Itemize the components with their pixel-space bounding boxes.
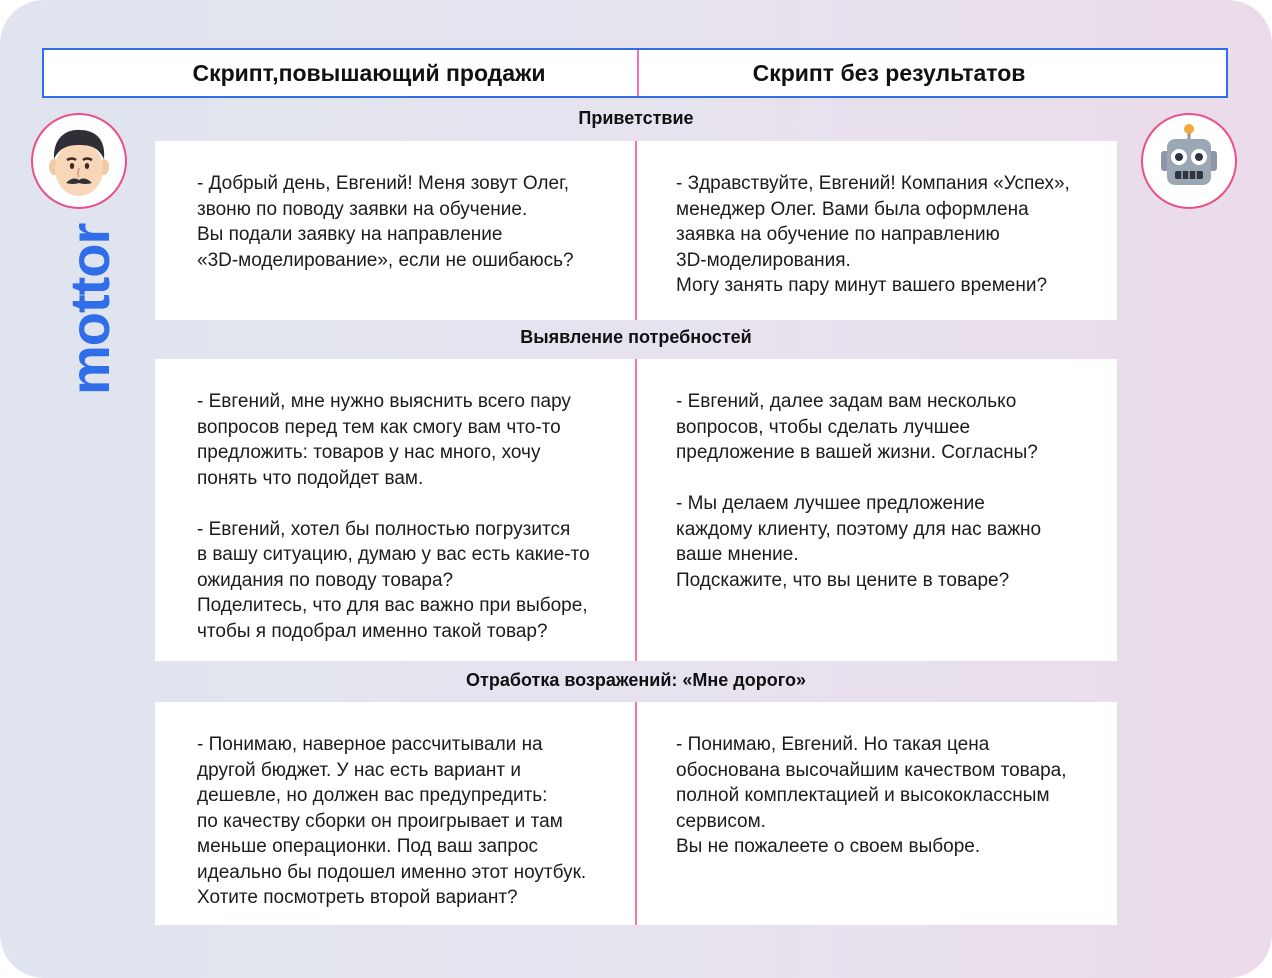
bad-script-needs: - Евгений, далее задам вам несколько вопросов, чтобы сделать лучшее предложение в вашей жизни. Согласны? - Мы делаем лучшее предложение каждому клиенту, поэтому для нас важно ваше мнение. Подскажите, что вы цените в товаре? xyxy=(676,391,1042,591)
man-with-mustache-icon xyxy=(31,113,127,209)
robot-icon xyxy=(1141,113,1237,209)
header-left-title: Скрипт,повышающий продажи xyxy=(192,60,546,86)
robot-face-icon xyxy=(1143,115,1235,207)
column-divider xyxy=(635,141,637,320)
bad-script-objection: - Понимаю, Евгений. Но такая цена обоснована высочайшим качеством товара, полной комплектацией и высококлассным сервисом. Вы не пожалеете о своем выборе. xyxy=(676,734,1067,857)
section-panel-greeting xyxy=(155,141,1117,320)
column-divider xyxy=(635,702,637,925)
man-face-icon xyxy=(33,115,125,207)
section-title-objection: Отработка возражений: «Мне дорого» xyxy=(466,670,806,690)
header-divider xyxy=(637,50,639,96)
comparison-header xyxy=(42,48,1228,98)
brand-logo: mottor xyxy=(58,223,121,395)
good-script-objection: - Понимаю, наверное рассчитывали на другой бюджет. У нас есть вариант и дешевле, но должен вас предупредить: по качеству сборки он проигрывает и там меньше операционки. Под ваш запрос идеально бы подошел именно этот ноутбук. Хотите посмотреть второй вариант? xyxy=(197,734,587,908)
section-title-needs: Выявление потребностей xyxy=(520,327,752,347)
section-panel-objection xyxy=(155,702,1117,925)
good-script-greeting: - Добрый день, Евгений! Меня зовут Олег, звоню по поводу заявки на обучение. Вы подали заявку на направление «3D-моделирование», если не ошибаюсь? xyxy=(197,173,574,271)
section-title-greeting: Приветствие xyxy=(578,108,694,128)
good-script-needs: - Евгений, мне нужно выяснить всего пару вопросов перед тем как смогу вам что-то предложить: товаров у нас много, хочу понять что подойдет вам. - Евгений, хотел бы полностью погрузится в вашу ситуацию, думаю у вас есть какие-то ожидания по поводу товара? Поделитесь, что для вас важно при выборе, чтобы я подобрал именно такой товар? xyxy=(197,391,590,642)
header-right-title: Скрипт без результатов xyxy=(752,60,1026,86)
section-panel-needs xyxy=(155,359,1117,661)
column-divider xyxy=(635,359,637,661)
bad-script-greeting: - Здравствуйте, Евгений! Компания «Успех», менеджер Олег. Вами была оформлена заявка на обучение по направлению 3D-моделирования. Могу занять пару минут вашего времени? xyxy=(676,173,1070,296)
